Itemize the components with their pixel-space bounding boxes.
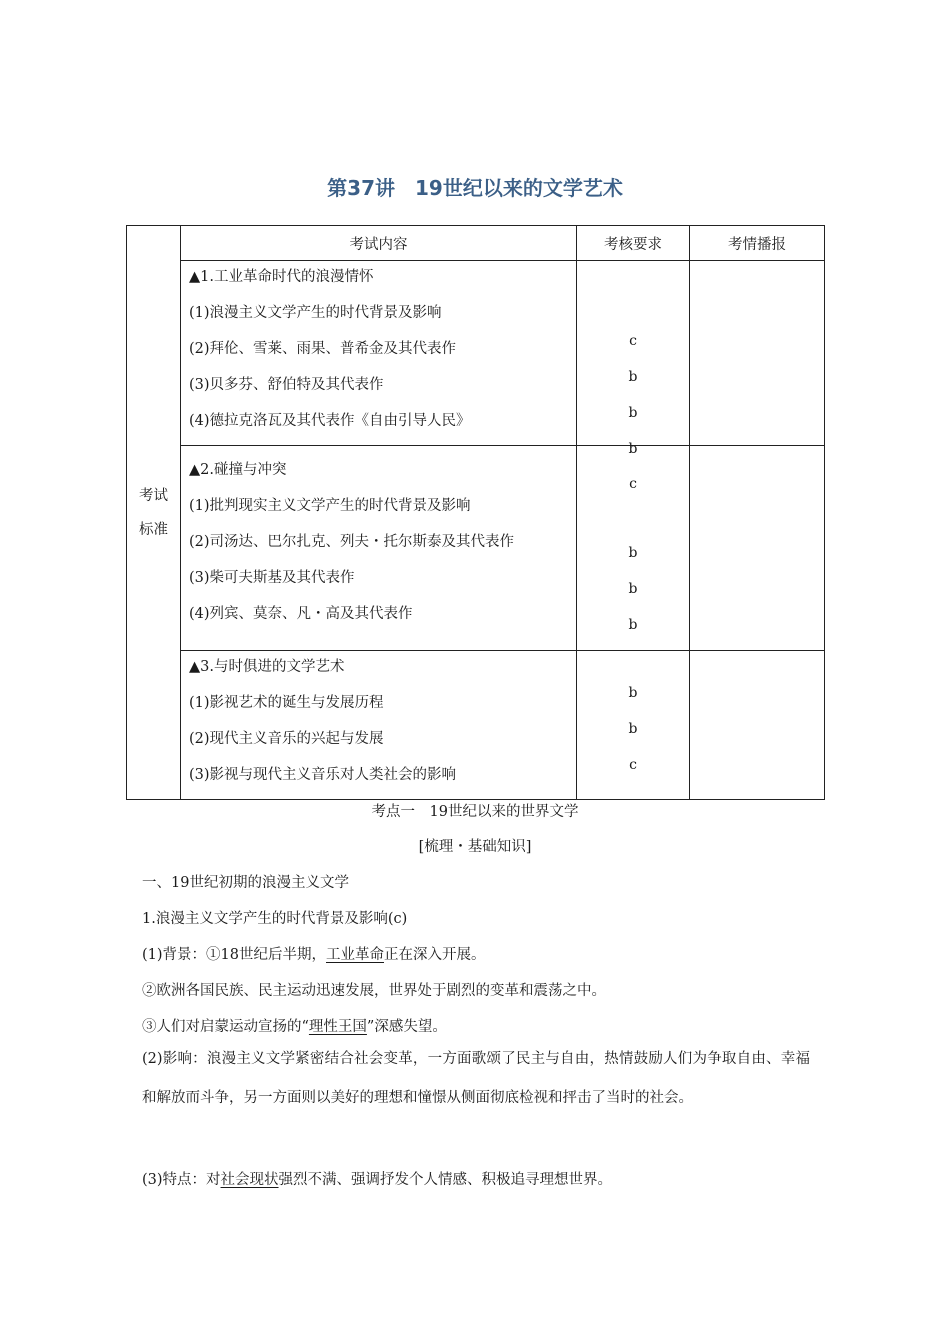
- requirement-level: b: [628, 405, 638, 421]
- exam-info-cell: [690, 261, 825, 446]
- text: 正在深入开展。: [384, 947, 486, 963]
- requirement-level: c: [629, 757, 637, 773]
- requirement-level: c: [629, 476, 637, 492]
- exam-standards-table: [126, 225, 825, 800]
- content-item: (4)德拉克洛瓦及其代表作《自由引导人民》: [189, 413, 471, 429]
- exam-info-cell: [690, 651, 825, 800]
- requirement-level: b: [628, 581, 638, 597]
- content-item: (1)影视艺术的诞生与发展历程: [189, 695, 384, 711]
- group-title: ▲2.碰撞与冲突: [189, 462, 287, 478]
- content-cell: [181, 446, 577, 651]
- header-exam-info: 考情播报: [690, 226, 825, 261]
- table-row: [127, 446, 825, 651]
- heading-romanticism: 一、19世纪初期的浪漫主义文学: [142, 875, 349, 891]
- requirement-cell: [577, 261, 690, 457]
- content-item: (4)列宾、莫奈、凡・高及其代表作: [189, 606, 413, 622]
- page-title: 第37讲 19世纪以来的文学艺术: [327, 176, 623, 200]
- paragraph-enlightenment: [142, 1015, 810, 1036]
- content-cell: [181, 261, 577, 446]
- content-cell: [181, 651, 577, 800]
- table-row: [127, 261, 825, 446]
- requirement-level: b: [628, 441, 638, 457]
- section-subheading: [梳理・基础知识]: [418, 839, 532, 855]
- header-requirement: 考核要求: [577, 226, 690, 261]
- underlined-term: 理性王国: [308, 1019, 367, 1035]
- paragraph-background: [142, 943, 810, 964]
- side-label-line: 考试: [139, 487, 168, 504]
- content-item: (3)贝多芬、舒伯特及其代表作: [189, 377, 384, 393]
- requirement-level: c: [629, 333, 637, 349]
- text: ③人们对启蒙运动宣扬的“: [142, 1019, 309, 1035]
- underlined-term: 社会现状: [220, 1172, 279, 1188]
- group-title: ▲1.工业革命时代的浪漫情怀: [189, 269, 374, 285]
- paragraph-influence: (2)影响：浪漫主义文学紧密结合社会变革，一方面歌颂了民主与自由，热情鼓励人们为争取自由、幸福和解放而斗争，另一方面则以美好的理想和憧憬从侧面彻底检视和抨击了当时的社会。: [142, 1051, 810, 1106]
- exam-info-cell: [690, 446, 825, 651]
- content-item: (3)柴可夫斯基及其代表作: [189, 570, 355, 586]
- text: ”深感失望。: [366, 1019, 447, 1035]
- text: 强烈不满、强调抒发个人情感、积极追寻理想世界。: [278, 1172, 613, 1188]
- side-label-line: 标准: [139, 521, 168, 538]
- header-exam-content: 考试内容: [181, 226, 577, 261]
- requirement-level: b: [628, 721, 638, 737]
- underlined-term: 工业革命: [326, 947, 384, 963]
- content-item: (2)现代主义音乐的兴起与发展: [189, 731, 384, 747]
- requirement-cell: [577, 446, 690, 651]
- table-row: [127, 651, 825, 800]
- paragraph-europe: ②欧洲各国民族、民主运动迅速发展，世界处于剧烈的变革和震荡之中。: [142, 983, 606, 999]
- requirement-level: b: [628, 369, 638, 385]
- requirement-level: b: [628, 685, 638, 701]
- section-heading: 考点一 19世纪以来的世界文学: [371, 804, 579, 820]
- table-header-row: [127, 226, 825, 261]
- heading-background: 1.浪漫主义文学产生的时代背景及影响(c): [142, 911, 408, 927]
- paragraph-features: [142, 1168, 810, 1189]
- content-item: (1)批判现实主义文学产生的时代背景及影响: [189, 498, 471, 514]
- requirement-cell: [577, 651, 690, 800]
- requirement-level: b: [628, 545, 638, 561]
- group-title: ▲3.与时俱进的文学艺术: [189, 659, 345, 675]
- content-item: (2)司汤达、巴尔扎克、列夫・托尔斯泰及其代表作: [189, 534, 515, 550]
- content-item: (3)影视与现代主义音乐对人类社会的影响: [189, 767, 457, 783]
- text: (1)背景：①18世纪后半期，: [142, 947, 326, 963]
- exam-standard-label: [127, 226, 181, 800]
- content-item: (2)拜伦、雪莱、雨果、普希金及其代表作: [189, 341, 457, 357]
- requirement-level: b: [628, 617, 638, 633]
- text: (3)特点：对: [142, 1172, 221, 1188]
- content-item: (1)浪漫主义文学产生的时代背景及影响: [189, 305, 442, 321]
